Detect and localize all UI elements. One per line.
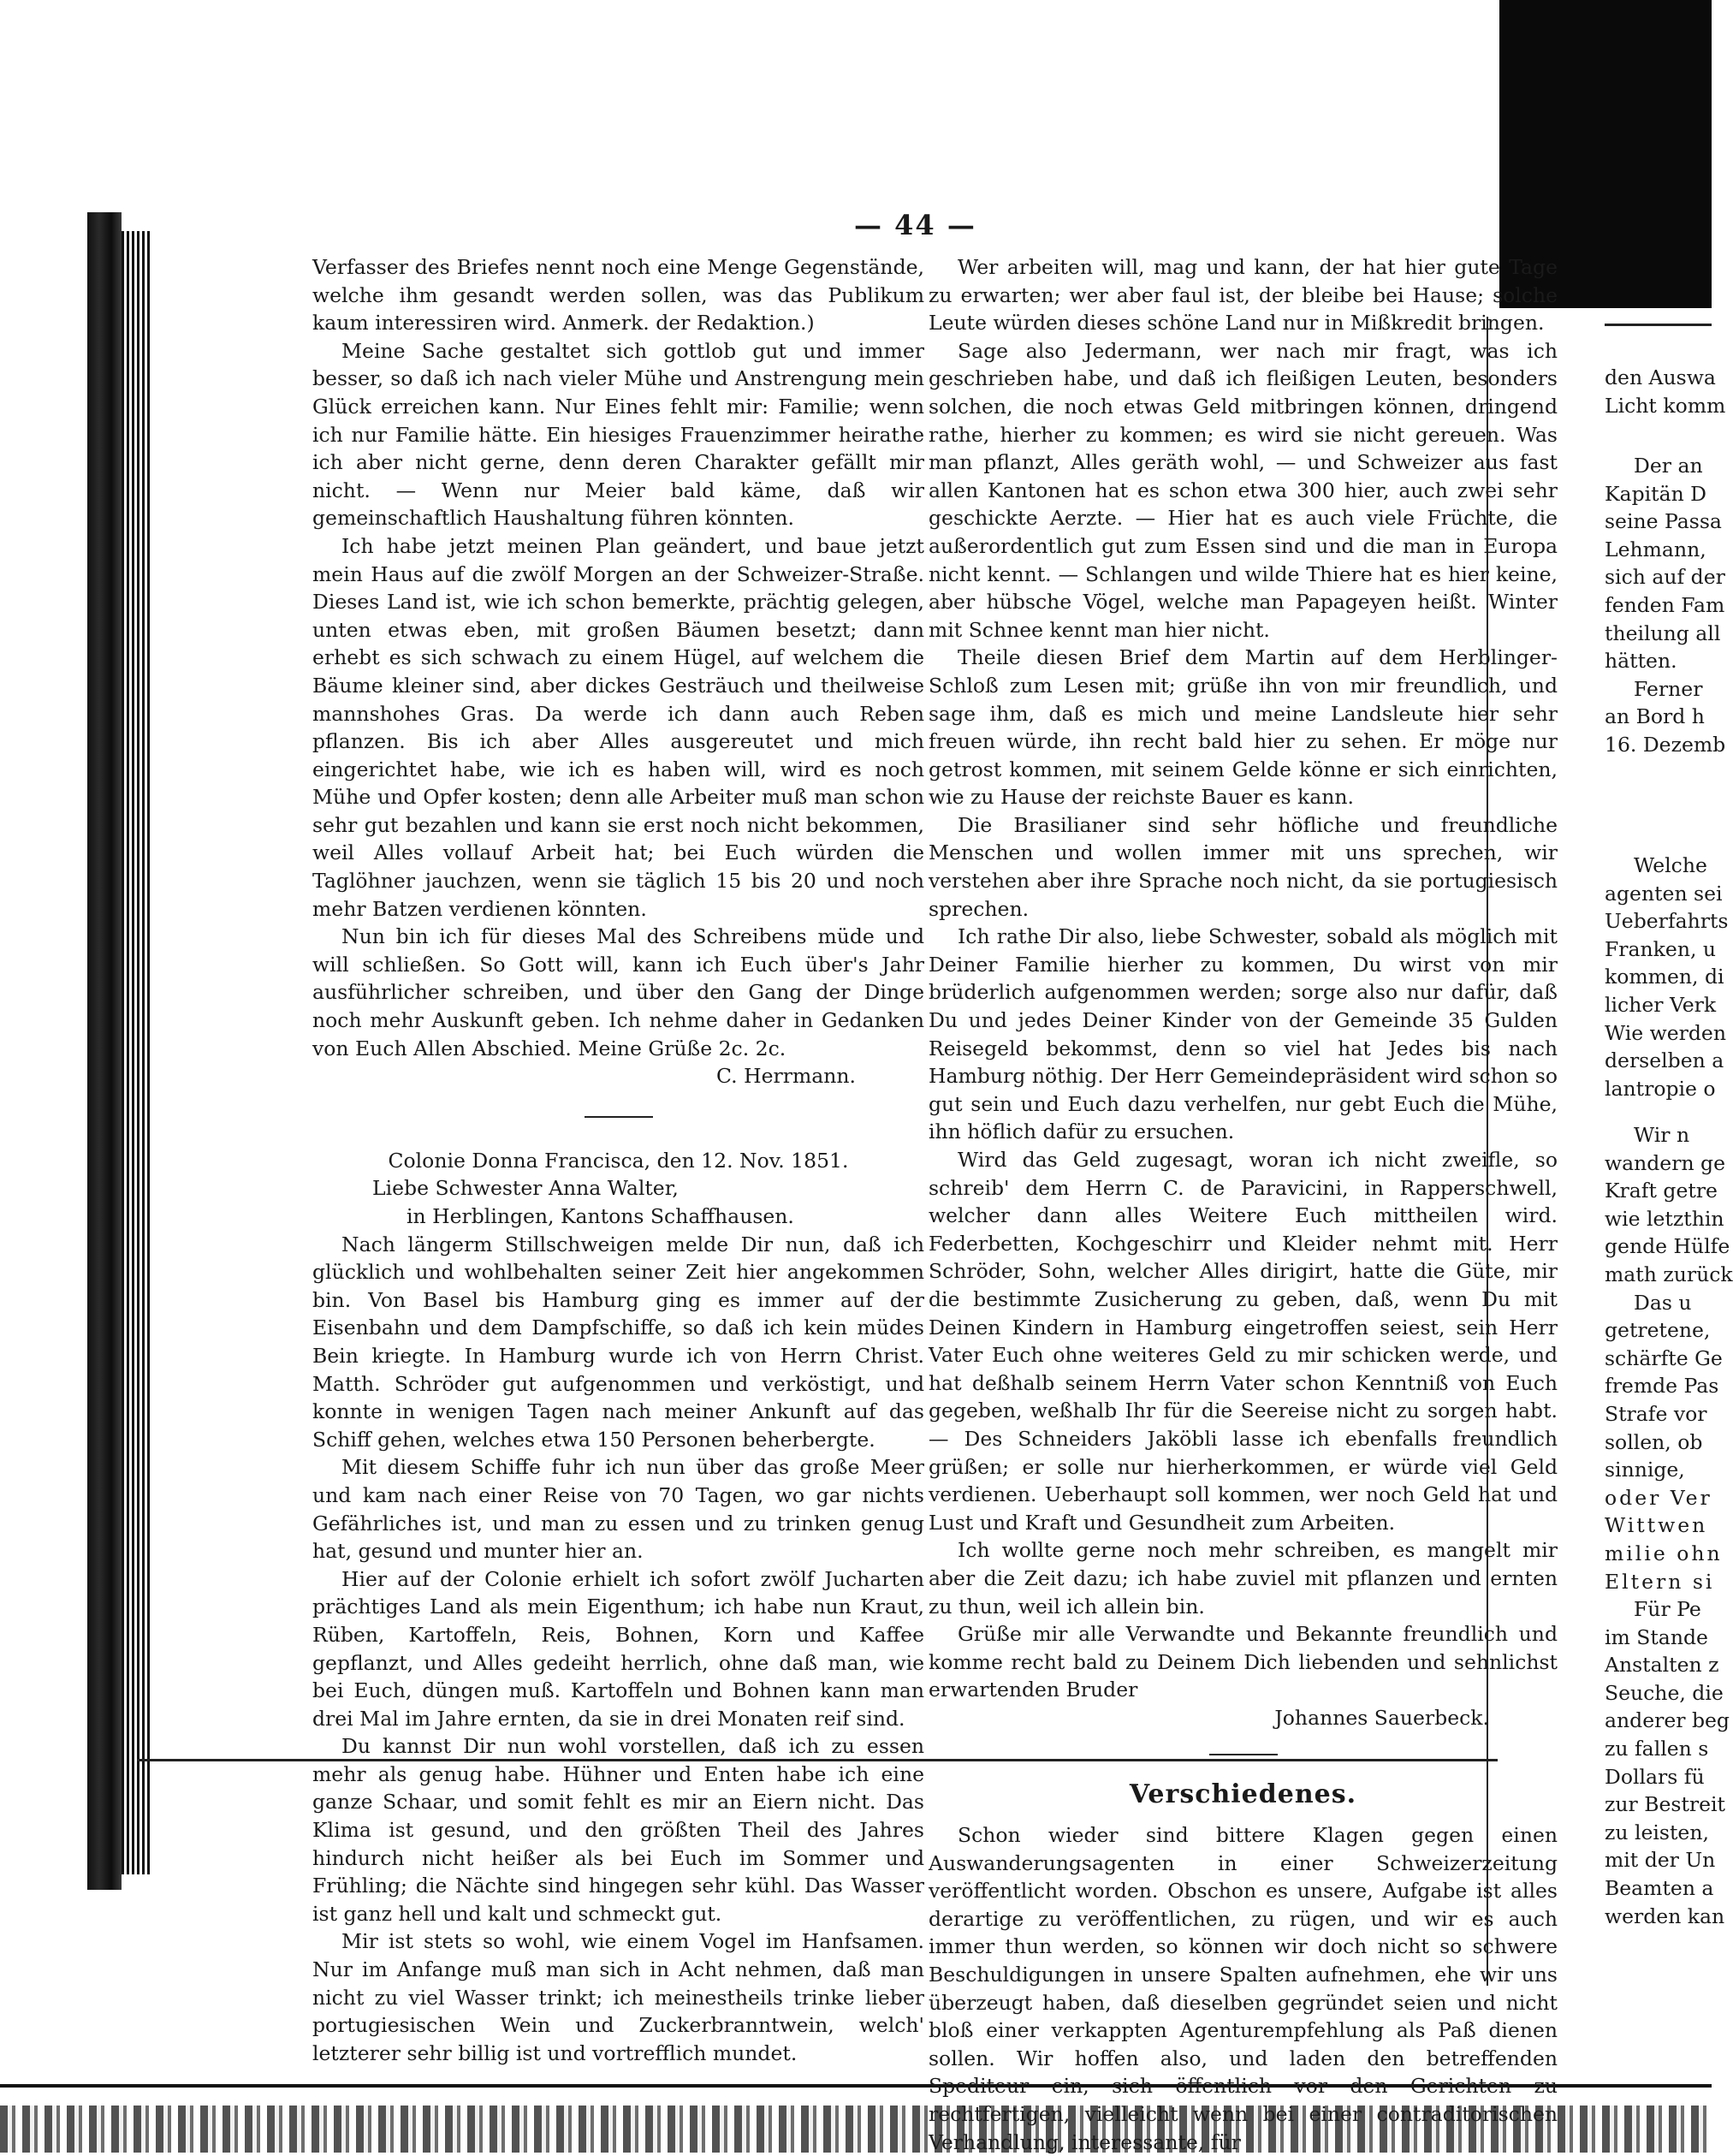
fragment-line: fenden Fam xyxy=(1605,592,1725,617)
fragment-line: hätten. xyxy=(1605,649,1677,674)
fragment-line: Wir n xyxy=(1634,1123,1690,1147)
page-edges xyxy=(122,231,152,1874)
section-divider xyxy=(1209,1754,1278,1755)
left-column xyxy=(312,253,924,2067)
fragment-line: Kraft getre xyxy=(1605,1179,1718,1203)
fragment-line: Anstalten z xyxy=(1605,1653,1719,1678)
fragment-line: Für Pe xyxy=(1634,1597,1701,1622)
fragment-line: kommen, di xyxy=(1605,965,1724,989)
fragment-line: zu leisten, xyxy=(1605,1820,1709,1844)
fragment-line: werden kan xyxy=(1605,1904,1725,1928)
fragment-line: zu fallen s xyxy=(1605,1737,1709,1761)
edge-fragment-block xyxy=(1605,452,1726,759)
paragraph: Ich wollte gerne noch mehr schreiben, es mangelt mir aber die Zeit dazu; ich habe zuviel mit pflanzen und ernten zu thun, weil ich allein bin. xyxy=(929,1538,1558,1618)
fragment-line: Welche xyxy=(1634,853,1707,877)
fragment-line: den Auswa xyxy=(1605,365,1716,389)
fragment-line: Das u xyxy=(1634,1290,1692,1315)
paragraph: Mir ist stets so wohl, wie einem Vogel im Hanfsamen. Nur im Anfange muß man sich in Acht nehmen, daß man nicht zu viel Wasser trinkt; ich meinestheils trinke lieber portugiesischen Wein und Zuckerbranntwein, welch' letzterer sehr billig ist und vortrefflich mundet. xyxy=(312,1929,924,2065)
paragraph: Wer arbeiten will, mag und kann, der hat hier gute Tage zu erwarten; wer aber faul ist, der bleibe bei Hause; solche Leute würden dieses schöne Land nur in Mißkredit bringen. xyxy=(929,255,1558,336)
fragment-line: 16. Dezemb xyxy=(1605,732,1726,757)
signature: Johannes Sauerbeck. xyxy=(1274,1705,1489,1730)
fragment-line: Eltern si xyxy=(1605,1569,1715,1594)
paragraph: Meine Sache gestaltet sich gottlob gut und immer besser, so daß ich nach vieler Mühe und Anstrengung mein Glück erreichen kann. Nur Eines fehlt mir: Familie; wenn ich nur Familie hätte. Ein hiesiges Frauenzimmer heirathe ich aber nicht gerne, denn deren Charakter gefällt mir nicht. — Wenn nur Meier bald käme, daß wir gemeinschaftlich Haushaltung führen könnten. xyxy=(312,338,924,531)
fragment-line: oder Ver xyxy=(1605,1485,1712,1510)
signature: C. Herrmann. xyxy=(716,1064,856,1089)
fragment-line: getretene, xyxy=(1605,1318,1711,1343)
fragment-line: Kapitän D xyxy=(1605,481,1707,506)
paragraph: Ich rathe Dir also, liebe Schwester, sobald als möglich mit Deiner Familie hierher zu kommen, Du wirst von mir brüderlich aufgenommen werden; sorge also nur dafür, daß Du und jedes Deiner Kinder von der Gemeinde 35 Gulden Reisegeld bekommst, denn so viel hat Jedes bis nach Hamburg nöthig. Der Herr Gemeindepräsident wird schon so gut sein und Euch dazu verhelfen, nur gebt Euch die Mühe, ihn höflich dafür zu ersuchen. xyxy=(929,924,1558,1144)
paragraph: Wird das Geld zugesagt, woran ich nicht zweifle, so schreib' dem Herrn C. de Paravicini, in Rapperschwell, welcher dann alles Weitere Euch mittheilen wird. Federbetten, Kochgeschirr und Kleider nehmt mit. Herr Schröder, Sohn, welcher Alles dirigirt, hatte die Güte, mir die bestimmte Zusicherung zu geben, daß, wenn Du mit Deinen Kindern in Hamburg eingetroffen seiest, sein Herr Vater Euch ohne weiteres Geld zu mir schicken werde, und hat deßhalb seinem Herrn Vater schon Kenntniß von Euch gegeben, weßhalb Ihr für die Seereise nicht zu sorgen habt. — Des Schneiders Jaköbli lasse ich ebenfalls freundlich grüßen; er solle nur hierherkommen, er würde viel Geld verdienen. Ueberhaupt soll kommen, wer noch Geld hat und Lust und Kraft und Gesundheit zum Arbeiten. xyxy=(929,1148,1558,1535)
paragraph: Ich habe jetzt meinen Plan geändert, und baue jetzt mein Haus auf die zwölf Morgen an der Schweizer-Straße. Dieses Land ist, wie ich schon bemerkte, prächtig gelegen, unten etwas eben, mit großen Bäumen besetzt; dann erhebt es sich schwach zu einem Hügel, auf welchem die Bäume kleiner sind, aber dickes Gesträuch und theilweise mannshohes Gras. Da werde ich dann auch Reben pflanzen. Bis ich aber Alles ausgereutet und mich eingerichtet habe, wie ich es haben will, wird es noch Mühe und Opfer kosten; denn alle Arbeiter muß man schon sehr gut bezahlen und kann sie erst noch nicht bekommen, weil Alles vollauf Arbeit hat; bei Euch würden die Taglöhner jauchzen, wenn sie täglich 15 bis 20 und noch mehr Batzen verdienen könnten. xyxy=(312,533,924,921)
fragment-line: sich auf der xyxy=(1605,565,1725,590)
paragraph: Du kannst Dir nun wohl vorstellen, daß ich zu essen mehr als genug habe. Hühner und Enten habe ich eine ganze Schaar, und somit fehlt es mir an Eiern nicht. Das Klima ist gesund, und den größten Theil des Jahres hindurch nicht heißer als bei Euch im Sommer und Frühling; die Nächte sind hingegen sehr kühl. Das Wasser ist ganz hell und kalt und schmeckt gut. xyxy=(312,1734,924,1926)
fragment-line: fremde Pas xyxy=(1605,1374,1719,1399)
fragment-line: Wittwen xyxy=(1605,1513,1708,1538)
fragment-line: Ueberfahrts xyxy=(1605,909,1729,934)
fragment-line: seine Passa xyxy=(1605,509,1722,534)
fragment-line: Strafe vor xyxy=(1605,1401,1707,1426)
edge-fragment-block xyxy=(1605,852,1729,1102)
paragraph: Die Brasilianer sind sehr höfliche und freundliche Menschen und wollen immer mit uns sprechen, wir verstehen aber ihre Sprache noch nicht, da sie portugiesisch sprechen. xyxy=(929,812,1558,921)
fragment-line: Franken, u xyxy=(1605,936,1717,961)
paragraph: Schon wieder sind bittere Klagen gegen einen Auswanderungsagenten in einer Schweizerzeitung veröffentlicht worden. Obschon es unsere, Aufgabe ist alles derartige zu veröffentlichen, zu rügen, und wir es auch immer thun werden, so können wir doch nicht so schwere Beschuldigungen in unsere Spalten aufnehmen, ehe wir uns überzeugt haben, daß dieselben gegründet seien und nicht bloß einer verkappten Agenturempfehlung als Paß dienen sollen. Wir hoffen also, und laden den betreffenden Spediteur ein, sich öffentlich vor den Gerichten zu rechtfertigen, vielleicht wenn bei einer contraditorischen Verhandlung, interessante, für xyxy=(929,1823,1558,2154)
fragment-line: sollen, ob xyxy=(1605,1429,1703,1454)
fragment-line: sinnige, xyxy=(1605,1458,1685,1482)
fragment-line: gende Hülfe xyxy=(1605,1234,1730,1259)
fragment-line: Licht komm xyxy=(1605,393,1726,418)
edge-fragment-block xyxy=(1605,364,1726,419)
fragment-line: mit der Un xyxy=(1605,1848,1716,1873)
fragment-line: wie letzthin xyxy=(1605,1206,1724,1231)
page-number: — 44 — xyxy=(854,209,976,241)
paragraph: Hier auf der Colonie erhielt ich sofort zwölf Jucharten prächtiges Land als mein Eigenthum; ich habe nun Kraut, Rüben, Kartoffeln, Reis, Bohnen, Korn und Kaffee gepflanzt, und Alles gedeiht herrlich, ohne daß man, wie bei Euch, düngen muß. Kartoffeln und Bohnen kann man drei Mal im Jahre ernten, da sie in drei Monaten reif sind. xyxy=(312,1566,924,1731)
fragment-line: Beamten a xyxy=(1605,1876,1714,1901)
fragment-line: agenten sei xyxy=(1605,881,1723,906)
fragment-line: an Bord h xyxy=(1605,704,1705,729)
fragment-line: zur Bestreit xyxy=(1605,1792,1725,1817)
fragment-line: Dollars fü xyxy=(1605,1764,1705,1789)
dateline: Colonie Donna Francisca, den 12. Nov. 1851. xyxy=(388,1148,849,1173)
fragment-line: milie ohn xyxy=(1605,1541,1723,1565)
fragment-line: theilung all xyxy=(1605,621,1721,645)
address: in Herblingen, Kantons Schaffhausen. xyxy=(407,1204,794,1228)
fragment-line: lantropie o xyxy=(1605,1076,1716,1101)
salutation: Liebe Schwester Anna Walter, xyxy=(372,1176,679,1201)
paragraph: Grüße mir alle Verwandte und Bekannte freundlich und komme recht bald zu Deinem Dich liebenden und sehnlichst erwartenden Bruder xyxy=(929,1622,1558,1702)
fragment-line: Wie werden xyxy=(1605,1020,1726,1045)
fragment-line: Lehmann, xyxy=(1605,537,1706,561)
section-heading: Verschiedenes. xyxy=(1129,1779,1357,1810)
fragment-line: math zurück xyxy=(1605,1262,1733,1286)
edge-fragment-block xyxy=(1605,1121,1733,1930)
fragment-line: im Stande xyxy=(1605,1624,1708,1649)
paragraph: Mit diesem Schiffe fuhr ich nun über das große Meer und kam nach einer Reise von 70 Tagen, wo gar nichts Gefährliches ist, und man zu essen und zu trinken genug hat, gesund und munter hier an. xyxy=(312,1455,924,1564)
fragment-line: Seuche, die xyxy=(1605,1680,1724,1705)
section-divider xyxy=(585,1116,653,1118)
fragment-line: anderer beg xyxy=(1605,1708,1730,1733)
fragment-line: derselben a xyxy=(1605,1048,1724,1073)
book-spine xyxy=(87,212,122,1890)
paragraph: Sage also Jedermann, wer nach mir fragt, was ich geschrieben habe, und daß ich fleißigen Leuten, besonders solchen, die noch etwas Geld mitbringen können, dringend rathe, hierher zu kommen; es wird sie nicht gereuen. Was man pflanzt, Alles geräth wohl, — und Schweizer aus fast allen Kantonen hat es schon etwa 300 hier, auch zwei sehr geschickte Aerzte. — Hier hat es auch viele Früchte, die außerordentlich gut zum Essen sind und die man in Europa nicht kennt. — Schlangen und wilde Thiere hat es hier keine, aber hübsche Vögel, welche man Papageyen heißt. Winter mit Schnee kennt man hier nicht. xyxy=(929,338,1558,642)
paragraph: Nach längerm Stillschweigen melde Dir nun, daß ich glücklich und wohlbehalten seiner Zeit hier angekommen bin. Von Basel bis Hamburg ging es immer auf der Eisenbahn und dem Dampfschiffe, so daß ich kein müdes Bein kriegte. In Hamburg wurde ich von Herrn Christ. Matth. Schröder gut aufgenommen und verköstigt, und konnte in wenigen Tagen nach meiner Ankunft auf das Schiff gehen, welches etwa 150 Personen beherbergte. xyxy=(312,1232,924,1452)
fragment-rule xyxy=(1605,324,1712,326)
fragment-line: schärfte Ge xyxy=(1605,1345,1723,1370)
paragraph: Nun bin ich für dieses Mal des Schreibens müde und will schließen. So Gott will, kann ich Euch über's Jahr ausführlicher schreiben, und über den Gang der Dinge noch mehr Auskunft geben. Ich nehme daher in Gedanken von Euch Allen Abschied. Meine Grüße 2c. 2c. xyxy=(312,924,924,1060)
right-column xyxy=(929,253,1558,2156)
paragraph: Verfasser des Briefes nennt noch eine Menge Gegenstände, welche ihm gesandt werden sollen, was das Publikum kaum interessiren wird. Anmerk. der Redaktion.) xyxy=(312,255,924,336)
fragment-line: wandern ge xyxy=(1605,1150,1725,1175)
fragment-line: licher Verk xyxy=(1605,992,1717,1017)
fragment-line: Der an xyxy=(1634,454,1703,478)
paragraph: Theile diesen Brief dem Martin auf dem Herblinger-Schloß zum Lesen mit; grüße ihn von mir freundlich, und sage ihm, daß es mich und meine Landsleute hier sehr freuen würde, ihn recht bald hier zu sehen. Er möge nur getrost kommen, mit seinem Gelde könne er sich einrichten, wie zu Hause der reichste Bauer es kann. xyxy=(929,645,1558,810)
fragment-line: Ferner xyxy=(1634,676,1703,701)
